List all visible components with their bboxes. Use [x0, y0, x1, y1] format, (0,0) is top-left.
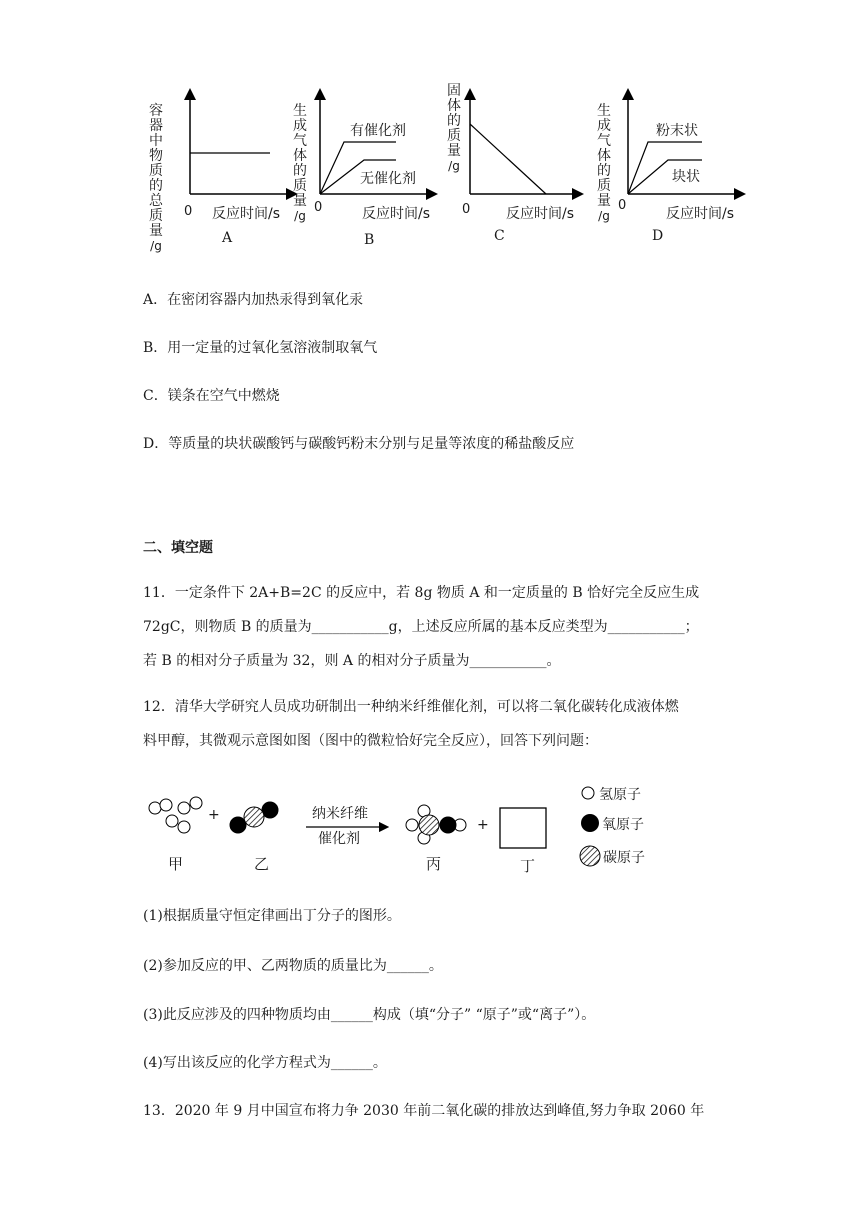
- graph-d-series-top: 粉末状: [656, 123, 698, 139]
- q12-sub-3: (3)此反应涉及的四种物质均由______构成（填“分子” “原子”或“离子”）。: [143, 1007, 596, 1023]
- graph-b-y-label-char: /g: [294, 209, 306, 223]
- label-yi: 乙: [254, 855, 270, 873]
- graph-a-y-label-char: 物: [149, 148, 163, 164]
- graph-d-origin: 0: [618, 198, 627, 213]
- graph-b-y-label-char: 量: [293, 193, 307, 209]
- graph-b-axes: [288, 80, 448, 250]
- carbon-dioxide-molecule: [230, 802, 278, 833]
- graph-b-series-bottom: 无催化剂: [360, 171, 416, 187]
- graph-c-caption: C: [494, 228, 505, 244]
- graph-a-y-label-char: 的: [149, 178, 163, 194]
- graph-d: [590, 80, 760, 250]
- graph-b: [288, 80, 448, 250]
- graph-a-origin: 0: [184, 204, 193, 219]
- graph-d-x-label: 反应时间/s: [666, 206, 735, 222]
- graph-a-y-label-char: 中: [149, 133, 163, 149]
- legend-hydrogen-symbol: [582, 787, 594, 799]
- graph-b-caption: B: [364, 232, 375, 248]
- graph-c-y-label-char: /g: [448, 159, 460, 173]
- graph-a: [140, 80, 300, 253]
- graph-a-y-label-char: 容: [149, 103, 163, 119]
- q13-line-1: 13．2020 年 9 月中国宣布将力争 2030 年前二氧化碳的排放达到峰值,努力争取 2060 年: [143, 1103, 705, 1119]
- graph-b-y-label-char: 体: [293, 148, 307, 164]
- graph-b-origin: 0: [314, 200, 323, 215]
- legend-carbon: 碳原子: [603, 850, 645, 866]
- label-jia: 甲: [168, 855, 184, 873]
- graph-c-y-label-char: 体: [447, 98, 461, 114]
- q12-sub-1: (1)根据质量守恒定律画出丁分子的图形。: [143, 908, 401, 924]
- graph-d-y-label-char: 量: [597, 193, 611, 209]
- catalyst-label-bottom: 催化剂: [318, 831, 360, 847]
- legend-oxygen: 氧原子: [602, 817, 644, 833]
- graph-a-axes: [140, 80, 300, 250]
- label-bing: 丙: [426, 855, 442, 873]
- graph-b-y-label-char: 的: [293, 163, 307, 179]
- q10-option-b: B．用一定量的过氧化氢溶液制取氧气: [143, 340, 378, 356]
- graph-b-y-label-char: 气: [293, 133, 307, 149]
- q11-line-2: 72gC，则物质 B 的质量为___________g，上述反应所属的基本反应类型为___________；: [143, 619, 699, 635]
- graph-d-axes: [590, 80, 760, 250]
- graph-b-x-label: 反应时间/s: [362, 206, 431, 222]
- reaction-diagram: [140, 775, 680, 885]
- section2-heading: 二、填空题: [143, 540, 213, 556]
- legend-carbon-symbol: [580, 846, 600, 866]
- q10-option-c: C．镁条在空气中燃烧: [143, 388, 280, 404]
- graph-a-y-label-char: 质: [149, 163, 163, 179]
- methanol-molecule: [406, 805, 466, 844]
- q11-line-3: 若 B 的相对分子质量为 32，则 A 的相对分子质量为___________。: [143, 653, 561, 669]
- graph-d-caption: D: [652, 228, 664, 244]
- catalyst-label-top: 纳米纤维: [312, 806, 368, 822]
- graph-d-y-label-char: 质: [597, 178, 611, 194]
- legend-oxygen-symbol: [581, 814, 599, 832]
- q11-line-1: 11．一定条件下 2A+B=2C 的反应中，若 8g 物质 A 和一定质量的 B 恰好完全反应生成: [143, 585, 700, 601]
- graph-c-line: [470, 124, 546, 194]
- graph-c-x-label: 反应时间/s: [506, 206, 575, 222]
- graph-d-y-label-char: 的: [597, 163, 611, 179]
- q12-line-2: 料甲醇，其微观示意图如图（图中的微粒恰好完全反应），回答下列问题：: [143, 733, 598, 749]
- q10-option-d: D．等质量的块状碳酸钙与碳酸钙粉末分别与足量等浓度的稀盐酸反应: [143, 436, 575, 452]
- hydrogen-molecules: [149, 797, 202, 833]
- label-ding: 丁: [520, 857, 536, 875]
- graph-d-y-label-char: 成: [597, 118, 611, 134]
- graph-c-y-label-char: 固: [447, 83, 461, 99]
- graph-a-y-label-char: 总: [149, 193, 163, 209]
- graph-b-y-label-char: 质: [293, 178, 307, 194]
- q12-sub-4: (4)写出该反应的化学方程式为______。: [143, 1055, 387, 1071]
- q12-line-1: 12．清华大学研究人员成功研制出一种纳米纤维催化剂，可以将二氧化碳转化成液体燃: [143, 699, 679, 715]
- graph-c-y-label-char: 的: [447, 113, 461, 129]
- graph-b-y-label-char: 生: [293, 103, 307, 119]
- graph-c-origin: 0: [462, 202, 471, 217]
- graph-c-y-label-char: 量: [447, 143, 461, 159]
- plus-sign-2: +: [477, 817, 489, 833]
- graph-c-y-label-char: 质: [447, 128, 461, 144]
- graph-d-y-label-char: 气: [597, 133, 611, 149]
- graph-c: [440, 80, 600, 250]
- q10-option-a: A．在密闭容器内加热汞得到氧化汞: [143, 292, 364, 308]
- plus-sign-1: +: [208, 807, 220, 823]
- graph-a-y-label-char: /g: [150, 239, 162, 253]
- graph-b-series-top: 有催化剂: [350, 123, 406, 139]
- graph-a-y-label-char: 量: [149, 223, 163, 239]
- graph-d-y-label-char: 生: [597, 103, 611, 119]
- legend-hydrogen: 氢原子: [599, 787, 641, 803]
- graph-a-y-label-char: 器: [149, 118, 163, 134]
- graph-d-series-bottom: 块状: [672, 169, 700, 185]
- graph-a-x-label: 反应时间/s: [212, 206, 281, 222]
- graph-c-axes: [440, 80, 600, 250]
- graph-a-y-label-char: 质: [149, 208, 163, 224]
- graph-d-y-label-char: /g: [598, 209, 610, 223]
- graph-b-y-label-char: 成: [293, 118, 307, 134]
- graph-d-y-label-char: 体: [597, 148, 611, 164]
- graph-a-caption: A: [222, 230, 233, 246]
- q12-sub-2: (2)参加反应的甲、乙两物质的质量比为______。: [143, 958, 443, 974]
- product-box: [500, 808, 546, 848]
